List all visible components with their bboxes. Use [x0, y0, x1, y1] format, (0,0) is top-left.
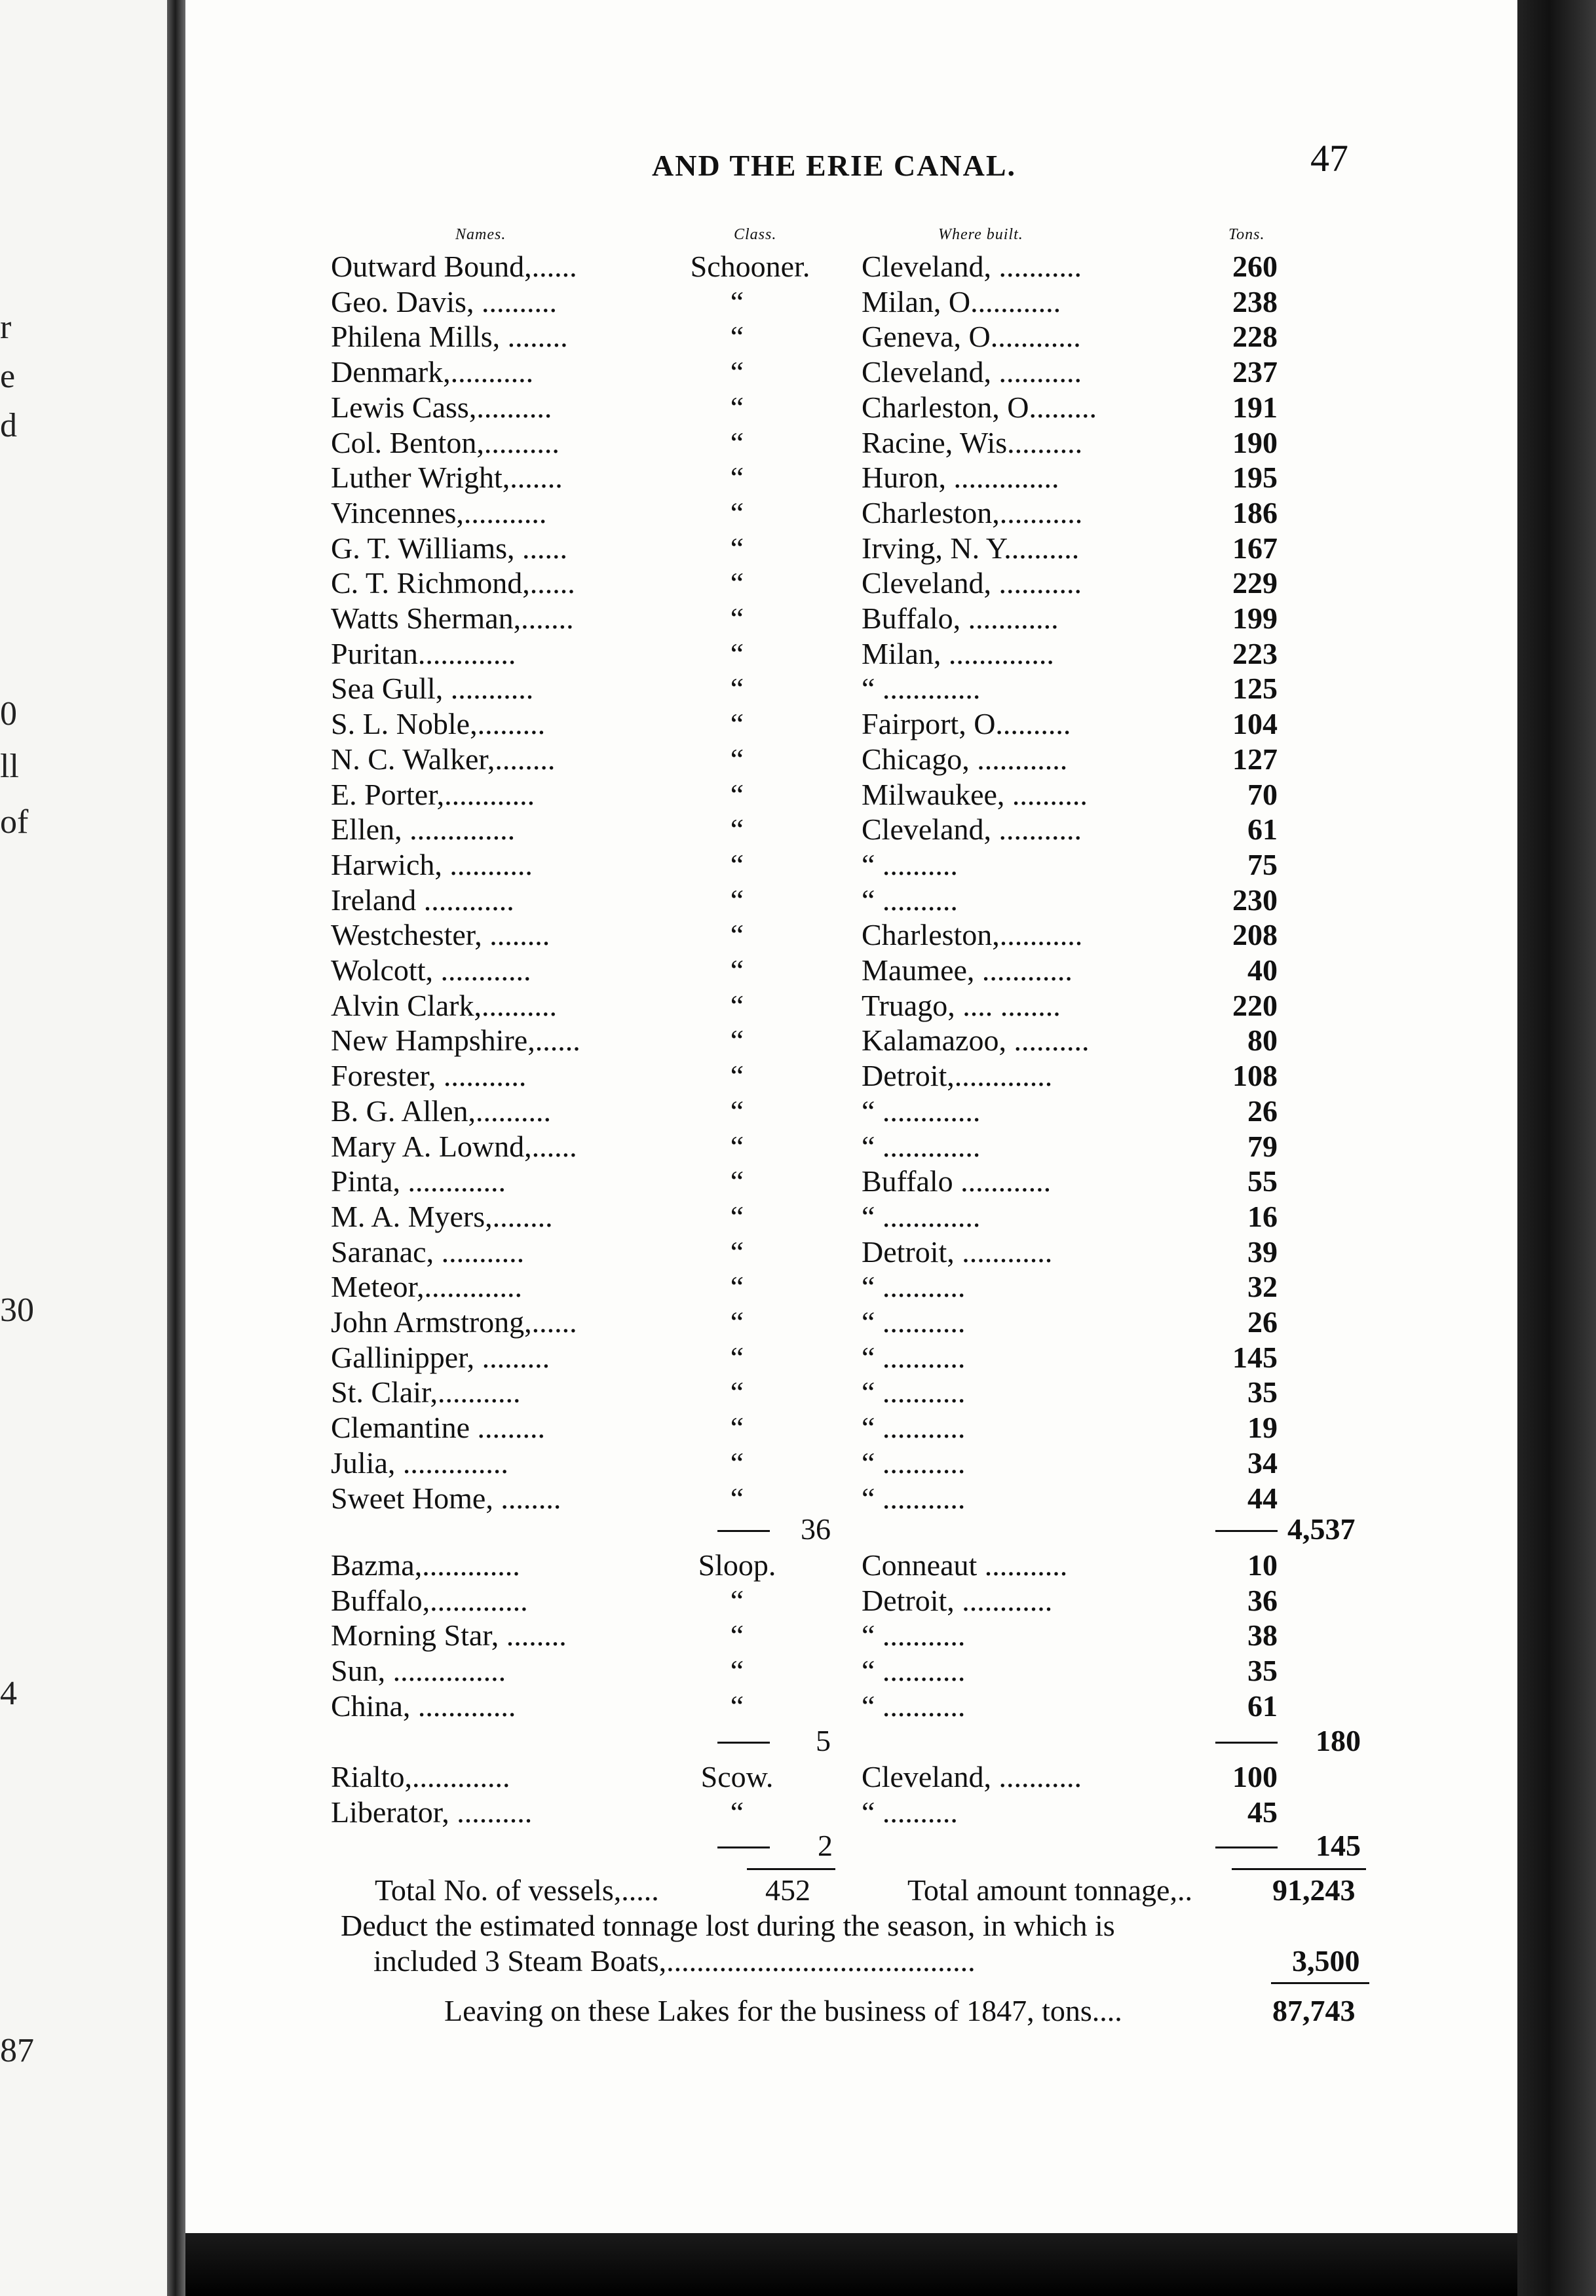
vessel-name: John Armstrong,......	[331, 1305, 577, 1339]
table-row	[0, 847, 1596, 883]
vessel-tons: 145	[1232, 1341, 1278, 1374]
vessel-name: Morning Star, ........	[331, 1618, 567, 1652]
table-row	[0, 1023, 1596, 1058]
vessel-where-built: Milan, O............	[862, 285, 1061, 318]
vessel-where-built: “ ..........	[862, 848, 958, 881]
vessel-tons: 230	[1232, 883, 1278, 917]
vessel-tons: 35	[1247, 1654, 1278, 1687]
table-row	[0, 1759, 1596, 1795]
vessel-where-built: Milan, ..............	[862, 637, 1054, 670]
vessel-where-built: Detroit, ............	[862, 1235, 1053, 1269]
vessel-tons: 61	[1247, 813, 1278, 846]
vessel-where-built: Buffalo, ............	[862, 602, 1059, 635]
vessel-class: “	[730, 1235, 744, 1269]
vessel-tons: 191	[1232, 391, 1278, 424]
vessel-name: Puritan.............	[331, 637, 516, 670]
vessel-name: Denmark,...........	[331, 355, 534, 389]
table-row	[0, 495, 1596, 531]
vessel-class: “	[730, 1375, 744, 1409]
vessel-tons: 34	[1247, 1446, 1278, 1480]
deduct-rule	[1271, 1982, 1369, 1984]
vessel-where-built: “ .............	[862, 1094, 981, 1128]
subtotal-rule	[717, 1742, 770, 1744]
vessel-name: Lewis Cass,..........	[331, 391, 552, 424]
table-row	[0, 742, 1596, 777]
table-row	[0, 284, 1596, 320]
vessel-tons: 108	[1232, 1059, 1278, 1092]
vessel-where-built: “ ..........	[862, 883, 958, 917]
margin-fragment: ll	[0, 748, 19, 785]
leaving-value: 87,743	[1272, 1994, 1356, 2027]
table-row	[0, 1410, 1596, 1445]
vessel-name: Alvin Clark,..........	[331, 989, 557, 1022]
vessel-class: “	[730, 1341, 744, 1374]
vessel-where-built: Milwaukee, ..........	[862, 778, 1088, 811]
table-row	[0, 1481, 1596, 1516]
subtotal-rule	[1215, 1530, 1278, 1532]
vessel-tons: 220	[1232, 989, 1278, 1022]
scow-tons-subtotal: 145	[1316, 1829, 1361, 1862]
schooner-tons-subtotal: 4,537	[1287, 1512, 1356, 1546]
vessel-where-built: “ .............	[862, 672, 981, 705]
schooner-count-subtotal: 36	[801, 1512, 831, 1546]
vessel-tons: 223	[1232, 637, 1278, 670]
table-row	[0, 883, 1596, 918]
vessel-where-built: “ ...........	[862, 1305, 966, 1339]
vessel-where-built: “ ...........	[862, 1482, 966, 1515]
vessel-class: “	[730, 566, 744, 600]
table-row	[0, 354, 1596, 390]
total-rule	[747, 1868, 835, 1870]
vessel-where-built: Charleston,...........	[862, 496, 1083, 529]
vessel-where-built: Maumee, ............	[862, 953, 1073, 987]
vessel-class: “	[730, 1689, 744, 1723]
vessel-class: “	[730, 1130, 744, 1163]
table-row	[0, 1199, 1596, 1234]
vessel-class: “	[730, 1584, 744, 1617]
vessel-where-built: Kalamazoo, ..........	[862, 1024, 1090, 1057]
vessel-name: M. A. Myers,........	[331, 1200, 553, 1233]
vessel-class: “	[730, 1200, 744, 1233]
table-row	[0, 1234, 1596, 1270]
vessel-tons: 125	[1232, 672, 1278, 705]
scow-count-subtotal: 2	[818, 1829, 833, 1862]
deduct-line-2: included 3 Steam Boats,.........................................	[373, 1944, 976, 1978]
page-edge-bottom	[185, 2233, 1517, 2296]
vessel-tons: 38	[1247, 1618, 1278, 1652]
table-row	[0, 777, 1596, 813]
table-row	[0, 425, 1596, 461]
table-row	[0, 1094, 1596, 1129]
total-tonnage-label: Total amount tonnage,..	[907, 1873, 1192, 1907]
margin-fragment: r	[0, 309, 12, 346]
table-row	[0, 1269, 1596, 1305]
total-vessels-value: 452	[765, 1873, 810, 1907]
total-tonnage-value: 91,243	[1272, 1873, 1356, 1907]
vessel-where-built: “ ...........	[862, 1270, 966, 1303]
vessel-class: “	[730, 602, 744, 635]
vessel-tons: 19	[1247, 1411, 1278, 1444]
sloop-tons-subtotal: 180	[1316, 1724, 1361, 1757]
vessel-name: Harwich, ...........	[331, 848, 533, 881]
margin-fragment: of	[0, 803, 29, 841]
vessel-class: “	[730, 426, 744, 459]
table-row	[0, 1795, 1596, 1830]
subtotal-rule	[717, 1530, 770, 1532]
vessel-name: Buffalo,.............	[331, 1584, 528, 1617]
vessel-name: Julia, ..............	[331, 1446, 508, 1480]
vessel-class: “	[730, 989, 744, 1022]
vessel-where-built: “ ...........	[862, 1411, 966, 1444]
vessel-where-built: Buffalo ............	[862, 1164, 1052, 1198]
vessel-name: B. G. Allen,..........	[331, 1094, 552, 1128]
vessel-name: E. Porter,............	[331, 778, 535, 811]
table-row	[0, 671, 1596, 706]
vessel-class: “	[730, 953, 744, 987]
column-header-tons: Tons.	[1228, 226, 1265, 243]
vessel-where-built: Conneaut ...........	[862, 1548, 1068, 1582]
vessel-class: “	[730, 1482, 744, 1515]
vessel-name: Meteor,.............	[331, 1270, 522, 1303]
vessel-class: “	[730, 707, 744, 740]
vessel-class: “	[730, 531, 744, 565]
vessel-tons: 32	[1247, 1270, 1278, 1303]
column-header-where-built: Where built.	[938, 226, 1023, 243]
vessel-class: “	[730, 1024, 744, 1057]
vessel-tons: 190	[1232, 426, 1278, 459]
sloop-count-subtotal: 5	[816, 1724, 831, 1757]
vessel-where-built: Fairport, O..........	[862, 707, 1071, 740]
table-row	[0, 249, 1596, 284]
table-row	[0, 531, 1596, 566]
vessel-name: Ireland ............	[331, 883, 514, 917]
vessel-name: Sun, ...............	[331, 1654, 506, 1687]
vessel-where-built: Geneva, O............	[862, 320, 1081, 353]
vessel-where-built: “ ...........	[862, 1341, 966, 1374]
vessel-name: Rialto,.............	[331, 1760, 510, 1793]
vessel-name: Watts Sherman,.......	[331, 602, 574, 635]
vessel-name: China, .............	[331, 1689, 516, 1723]
vessel-class: “	[730, 672, 744, 705]
vessel-class: “	[730, 883, 744, 917]
vessel-tons: 79	[1247, 1130, 1278, 1163]
table-row	[0, 953, 1596, 988]
table-row	[0, 390, 1596, 425]
table-row	[0, 1129, 1596, 1164]
vessel-where-built: Huron, ..............	[862, 461, 1059, 494]
vessel-name: Luther Wright,.......	[331, 461, 563, 494]
vessel-class: “	[730, 1164, 744, 1198]
vessel-tons: 40	[1247, 953, 1278, 987]
vessel-class: “	[730, 355, 744, 389]
vessel-where-built: Cleveland, ...........	[862, 813, 1082, 846]
vessel-where-built: Cleveland, ...........	[862, 355, 1082, 389]
vessel-class: “	[730, 1411, 744, 1444]
vessel-class: “	[730, 1446, 744, 1480]
vessel-tons: 26	[1247, 1305, 1278, 1339]
total-vessels-label: Total No. of vessels,.....	[375, 1873, 659, 1907]
vessel-tons: 208	[1232, 918, 1278, 951]
vessel-where-built: Racine, Wis..........	[862, 426, 1083, 459]
table-row	[0, 1548, 1596, 1583]
margin-fragment: 30	[0, 1292, 34, 1329]
vessel-class: “	[730, 918, 744, 951]
vessel-where-built: Detroit, ............	[862, 1584, 1053, 1617]
vessel-class: “	[730, 461, 744, 494]
vessel-name: N. C. Walker,........	[331, 742, 556, 776]
vessel-name: Pinta, .............	[331, 1164, 506, 1198]
vessel-tons: 260	[1232, 250, 1278, 283]
vessel-class: “	[730, 1795, 744, 1829]
vessel-where-built: Charleston, O.........	[862, 391, 1097, 424]
margin-fragment: 4	[0, 1675, 17, 1712]
vessel-name: Col. Benton,..........	[331, 426, 560, 459]
vessel-name: Wolcott, ............	[331, 953, 531, 987]
vessel-where-built: Detroit,.............	[862, 1059, 1053, 1092]
vessel-class: “	[730, 391, 744, 424]
vessel-name: Liberator, ..........	[331, 1795, 533, 1829]
vessel-name: Mary A. Lownd,......	[331, 1130, 577, 1163]
vessel-tons: 36	[1247, 1584, 1278, 1617]
vessel-tons: 228	[1232, 320, 1278, 353]
column-header-names: Names.	[455, 226, 506, 243]
vessel-class: “	[730, 742, 744, 776]
vessel-class: Schooner.	[690, 250, 810, 283]
vessel-name: Vincennes,...........	[331, 496, 547, 529]
table-row	[0, 460, 1596, 495]
vessel-where-built: “ ...........	[862, 1618, 966, 1652]
table-row	[0, 917, 1596, 953]
vessel-tons: 35	[1247, 1375, 1278, 1409]
table-row	[0, 812, 1596, 847]
table-row	[0, 1340, 1596, 1375]
vessel-tons: 45	[1247, 1795, 1278, 1829]
vessel-class: “	[730, 285, 744, 318]
margin-fragment: 0	[0, 695, 17, 733]
vessel-tons: 16	[1247, 1200, 1278, 1233]
vessel-class: “	[730, 1654, 744, 1687]
table-row	[0, 1164, 1596, 1199]
vessel-name: Westchester, ........	[331, 918, 550, 951]
vessel-name: S. L. Noble,.........	[331, 707, 546, 740]
table-row	[0, 1653, 1596, 1689]
vessel-name: Philena Mills, ........	[331, 320, 568, 353]
vessel-tons: 199	[1232, 602, 1278, 635]
table-row	[0, 636, 1596, 672]
margin-fragment: d	[0, 407, 17, 444]
table-row	[0, 601, 1596, 636]
vessel-tons: 186	[1232, 496, 1278, 529]
vessel-where-built: “ .............	[862, 1130, 981, 1163]
vessel-class: “	[730, 1305, 744, 1339]
vessel-name: G. T. Williams, ......	[331, 531, 568, 565]
vessel-where-built: “ ...........	[862, 1446, 966, 1480]
vessel-tons: 100	[1232, 1760, 1278, 1793]
vessel-tons: 10	[1247, 1548, 1278, 1582]
vessel-tons: 229	[1232, 566, 1278, 600]
vessel-class: “	[730, 637, 744, 670]
vessel-where-built: “ ...........	[862, 1654, 966, 1687]
vessel-name: Clemantine .........	[331, 1411, 546, 1444]
vessel-name: Bazma,.............	[331, 1548, 520, 1582]
vessel-class: Sloop.	[698, 1548, 776, 1582]
deduct-line-1: Deduct the estimated tonnage lost during the season, in which is	[341, 1909, 1115, 1942]
table-row	[0, 988, 1596, 1024]
vessel-tons: 61	[1247, 1689, 1278, 1723]
vessel-tons: 195	[1232, 461, 1278, 494]
vessel-tons: 55	[1247, 1164, 1278, 1198]
vessel-name: St. Clair,...........	[331, 1375, 521, 1409]
total-rule	[1232, 1868, 1366, 1870]
table-row	[0, 1689, 1596, 1724]
vessel-tons: 26	[1247, 1094, 1278, 1128]
vessel-name: Sweet Home, ........	[331, 1482, 561, 1515]
vessel-name: Sea Gull, ...........	[331, 672, 534, 705]
vessel-tons: 237	[1232, 355, 1278, 389]
vessel-class: “	[730, 320, 744, 353]
vessel-name: Geo. Davis, ..........	[331, 285, 557, 318]
vessel-name: C. T. Richmond,......	[331, 566, 575, 600]
table-row	[0, 1305, 1596, 1340]
vessel-tons: 75	[1247, 848, 1278, 881]
deduct-value: 3,500	[1292, 1944, 1360, 1978]
vessel-class: “	[730, 813, 744, 846]
vessel-tons: 104	[1232, 707, 1278, 740]
vessel-where-built: Irving, N. Y..........	[862, 531, 1080, 565]
table-row	[0, 1583, 1596, 1618]
vessel-tons: 238	[1232, 285, 1278, 318]
vessel-where-built: Chicago, ............	[862, 742, 1068, 776]
vessel-tons: 80	[1247, 1024, 1278, 1057]
vessel-class: “	[730, 496, 744, 529]
vessel-class: “	[730, 1094, 744, 1128]
vessel-class: “	[730, 1270, 744, 1303]
running-header: AND THE ERIE CANAL.	[652, 149, 1017, 182]
vessel-where-built: Cleveland, ...........	[862, 1760, 1082, 1793]
vessel-class: “	[730, 1618, 744, 1652]
vessel-tons: 44	[1247, 1482, 1278, 1515]
vessel-where-built: “ ...........	[862, 1689, 966, 1723]
vessel-name: Outward Bound,......	[331, 250, 577, 283]
table-row	[0, 706, 1596, 742]
vessel-name: Gallinipper, .........	[331, 1341, 550, 1374]
vessel-class: Scow.	[700, 1760, 774, 1793]
table-row	[0, 1445, 1596, 1481]
subtotal-rule	[717, 1846, 770, 1848]
vessel-tons: 70	[1247, 778, 1278, 811]
vessel-class: “	[730, 848, 744, 881]
subtotal-rule	[1215, 1742, 1278, 1744]
vessel-name: New Hampshire,......	[331, 1024, 580, 1057]
page-number: 47	[1310, 137, 1348, 180]
vessel-where-built: Cleveland, ...........	[862, 566, 1082, 600]
vessel-name: Forester, ...........	[331, 1059, 527, 1092]
margin-fragment: e	[0, 358, 16, 395]
margin-fragment: 87	[0, 2032, 34, 2069]
vessel-where-built: Truago, .... ........	[862, 989, 1061, 1022]
vessel-tons: 167	[1232, 531, 1278, 565]
vessel-where-built: “ ...........	[862, 1375, 966, 1409]
subtotal-rule	[1215, 1846, 1278, 1848]
vessel-class: “	[730, 778, 744, 811]
table-row	[0, 1375, 1596, 1410]
column-header-class: Class.	[734, 226, 777, 243]
table-row	[0, 1618, 1596, 1653]
vessel-tons: 39	[1247, 1235, 1278, 1269]
vessel-class: “	[730, 1059, 744, 1092]
vessel-where-built: “ ..........	[862, 1795, 958, 1829]
vessel-tons: 127	[1232, 742, 1278, 776]
vessel-name: Ellen, ..............	[331, 813, 516, 846]
leaving-label: Leaving on these Lakes for the business of 1847, tons....	[444, 1994, 1122, 2027]
table-row	[0, 319, 1596, 354]
vessel-name: Saranac, ...........	[331, 1235, 525, 1269]
vessel-where-built: “ .............	[862, 1200, 981, 1233]
table-row	[0, 565, 1596, 601]
table-row	[0, 1058, 1596, 1094]
vessel-where-built: Charleston,...........	[862, 918, 1083, 951]
vessel-where-built: Cleveland, ...........	[862, 250, 1082, 283]
